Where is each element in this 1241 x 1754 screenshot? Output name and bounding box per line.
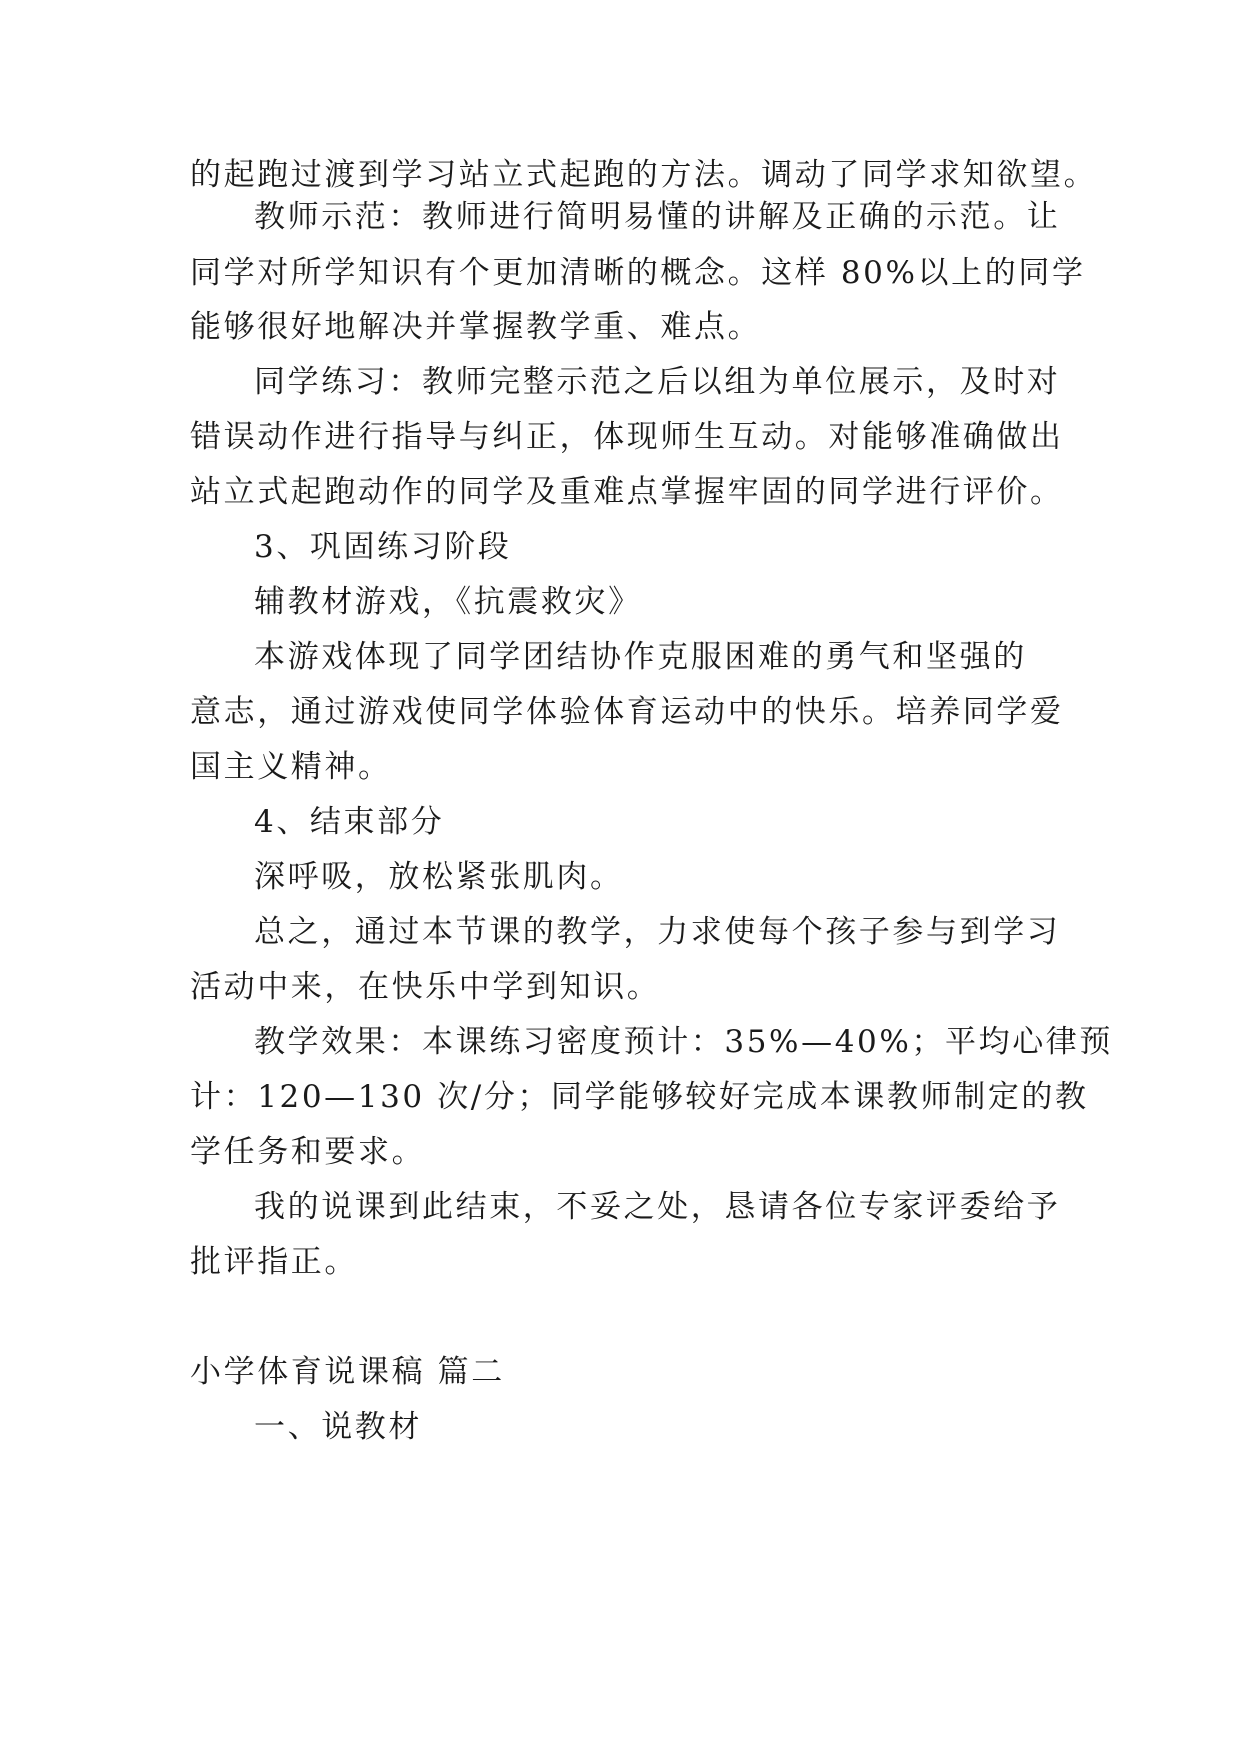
paragraph-line: 辅教材游戏，《抗震救灾》 xyxy=(254,584,642,620)
paragraph-line: 能够很好地解决并掌握教学重、难点。 xyxy=(190,309,762,345)
paragraph-line: 深呼吸，放松紧张肌肉。 xyxy=(254,859,624,895)
paragraph-line: 同学对所学知识有个更加清晰的概念。这样 80%以上的同学 xyxy=(190,255,1086,291)
section-heading: 3、巩固练习阶段 xyxy=(254,529,512,565)
paragraph-line: 学任务和要求。 xyxy=(190,1134,426,1170)
document-title: 小学体育说课稿 篇二 xyxy=(190,1354,505,1390)
paragraph-line: 同学练习：教师完整示范之后以组为单位展示，及时对 xyxy=(254,364,1061,400)
paragraph-line: 活动中来，在快乐中学到知识。 xyxy=(190,969,661,1005)
section-heading: 4、结束部分 xyxy=(254,804,445,840)
paragraph-line: 我的说课到此结束，不妥之处，恳请各位专家评委给予 xyxy=(254,1189,1061,1225)
paragraph-line: 国主义精神。 xyxy=(190,749,392,785)
paragraph-line: 总之，通过本节课的教学，力求使每个孩子参与到学习 xyxy=(254,914,1061,950)
paragraph-line: 本游戏体现了同学团结协作克服困难的勇气和坚强的 xyxy=(254,639,1027,675)
paragraph-line: 错误动作进行指导与纠正，体现师生互动。对能够准确做出 xyxy=(190,419,1064,455)
section-heading: 一、说教材 xyxy=(254,1409,422,1445)
paragraph-line: 计：120—130 次/分；同学能够较好完成本课教师制定的教 xyxy=(190,1079,1089,1115)
paragraph-line: 意志，通过游戏使同学体验体育运动中的快乐。培养同学爱 xyxy=(190,694,1064,730)
paragraph-line: 的起跑过渡到学习站立式起跑的方法。调动了同学求知欲望。 xyxy=(190,157,1098,193)
paragraph-line: 教师示范：教师进行简明易懂的讲解及正确的示范。让 xyxy=(254,199,1061,235)
paragraph-line: 教学效果：本课练习密度预计：35%—40%；平均心律预 xyxy=(254,1024,1114,1060)
paragraph-line: 批评指正。 xyxy=(190,1244,358,1280)
paragraph-line: 站立式起跑动作的同学及重难点掌握牢固的同学进行评价。 xyxy=(190,474,1064,510)
